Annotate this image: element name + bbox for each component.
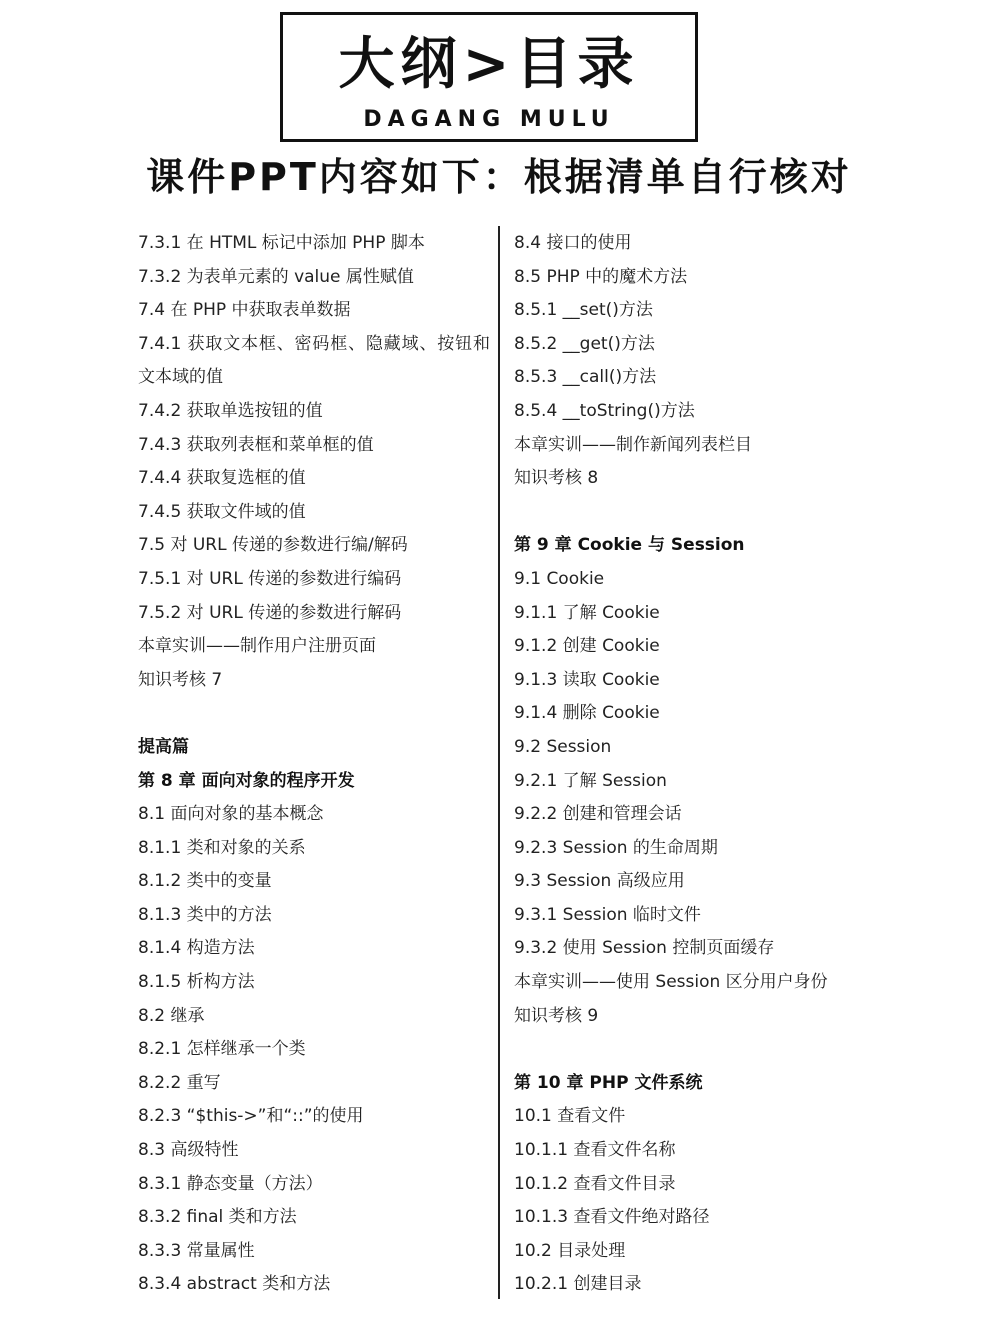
toc-spacer — [138, 697, 490, 731]
toc-heading: 第 9 章 Cookie 与 Session — [514, 535, 745, 556]
toc-entry: 9.2.2 创建和管理会话 — [514, 804, 682, 825]
toc-entry: 10.2.1 创建目录 — [514, 1274, 642, 1295]
toc-heading: 第 8 章 面向对象的程序开发 — [138, 770, 355, 791]
toc-entry: 9.1.1 了解 Cookie — [514, 602, 660, 623]
toc-entry: 9.2.1 了解 Session — [514, 770, 667, 791]
toc-entry: 知识考核 7 — [138, 669, 223, 690]
toc-entry: 7.5 对 URL 传递的参数进行编/解码 — [138, 535, 408, 556]
toc-heading: 提高篇 — [138, 736, 189, 757]
toc-entry: 8.1.4 构造方法 — [138, 938, 255, 959]
toc-entry: 8.2 继承 — [138, 1005, 205, 1026]
toc-entry: 9.3.2 使用 Session 控制页面缓存 — [514, 938, 775, 959]
toc-entry: 7.4.2 获取单选按钮的值 — [138, 400, 323, 421]
toc-entry: 7.4.3 获取列表框和菜单框的值 — [138, 434, 374, 455]
toc-entry: 8.1 面向对象的基本概念 — [138, 804, 324, 825]
toc-left-column — [138, 227, 490, 1302]
toc-entry: 7.4.4 获取复选框的值 — [138, 468, 306, 489]
toc-entry: 9.1.3 读取 Cookie — [514, 669, 660, 690]
toc-entry: 8.4 接口的使用 — [514, 233, 632, 253]
toc-entry: 8.2.2 重写 — [138, 1072, 221, 1093]
toc-entry: 8.5.3 __call()方法 — [514, 367, 657, 388]
toc-entry: 10.1.2 查看文件目录 — [514, 1173, 676, 1194]
toc-entry: 10.1 查看文件 — [514, 1106, 626, 1127]
toc-entry: 7.4.5 获取文件域的值 — [138, 501, 306, 522]
toc-entry: 8.1.1 类和对象的关系 — [138, 837, 306, 858]
page-title: 大纲>目录 — [338, 32, 640, 97]
toc-entry: 8.3.2 final 类和方法 — [138, 1207, 297, 1228]
toc-entry: 8.3.3 常量属性 — [138, 1240, 255, 1261]
toc-entry: 8.1.5 析构方法 — [138, 972, 255, 993]
toc-entry: 8.2.3 “$this->”和“::”的使用 — [138, 1106, 364, 1127]
toc-entry: 7.5.1 对 URL 传递的参数进行编码 — [138, 568, 402, 589]
toc-entry: 8.3 高级特性 — [138, 1140, 239, 1161]
toc-entry: 知识考核 9 — [514, 1005, 599, 1026]
toc-entry: 8.5.2 __get()方法 — [514, 333, 655, 354]
toc-entry: 9.1.2 创建 Cookie — [514, 636, 660, 657]
toc-heading: 第 10 章 PHP 文件系统 — [514, 1072, 703, 1093]
toc-entry: 8.2.1 怎样继承一个类 — [138, 1039, 306, 1060]
toc-entry: 10.1.1 查看文件名称 — [514, 1140, 676, 1161]
toc-entry: 9.3.1 Session 临时文件 — [514, 904, 701, 925]
title-box — [280, 12, 698, 142]
toc-entry: 8.5.4 __toString()方法 — [514, 400, 695, 421]
toc-entry: 9.1.4 删除 Cookie — [514, 703, 660, 724]
toc-entry: 8.1.3 类中的方法 — [138, 904, 272, 925]
toc-spacer — [514, 1033, 859, 1067]
toc-entry: 本章实训——使用 Session 区分用户身份 — [514, 972, 828, 993]
toc-entry: 8.3.1 静态变量（方法） — [138, 1173, 323, 1194]
toc-entry: 7.5.2 对 URL 传递的参数进行解码 — [138, 602, 402, 623]
toc-entry: 7.4.1 获取文本框、密码框、隐藏域、按钮和文本域的值 — [138, 333, 490, 388]
toc-spacer — [514, 496, 859, 530]
toc-entry: 知识考核 8 — [514, 468, 599, 489]
toc-entry: 10.2 目录处理 — [514, 1240, 626, 1261]
page-title-latin: DAGANG MULU — [363, 107, 615, 132]
toc-right-column — [514, 227, 859, 1302]
toc-entry: 8.5 PHP 中的魔术方法 — [514, 266, 688, 287]
toc-entry: 9.1 Cookie — [514, 568, 605, 589]
toc-entry: 7.3.1 在 HTML 标记中添加 PHP 脚本 — [138, 233, 425, 253]
toc-entry: 本章实训——制作新闻列表栏目 — [514, 434, 752, 455]
column-divider — [498, 226, 500, 1299]
toc-entry: 8.3.4 abstract 类和方法 — [138, 1274, 331, 1295]
banner-heading: 课件PPT内容如下：根据清单自行核对 — [146, 155, 852, 199]
toc-entry: 8.5.1 __set()方法 — [514, 300, 653, 321]
toc-entry: 7.4 在 PHP 中获取表单数据 — [138, 300, 351, 321]
toc-entry: 9.3 Session 高级应用 — [514, 871, 685, 892]
toc-entry: 本章实训——制作用户注册页面 — [138, 636, 376, 657]
toc-entry: 8.1.2 类中的变量 — [138, 871, 272, 892]
toc-entry: 9.2 Session — [514, 736, 612, 757]
toc-entry: 9.2.3 Session 的生命周期 — [514, 837, 718, 858]
toc-entry: 10.1.3 查看文件绝对路径 — [514, 1207, 710, 1228]
toc-entry: 7.3.2 为表单元素的 value 属性赋值 — [138, 266, 414, 287]
